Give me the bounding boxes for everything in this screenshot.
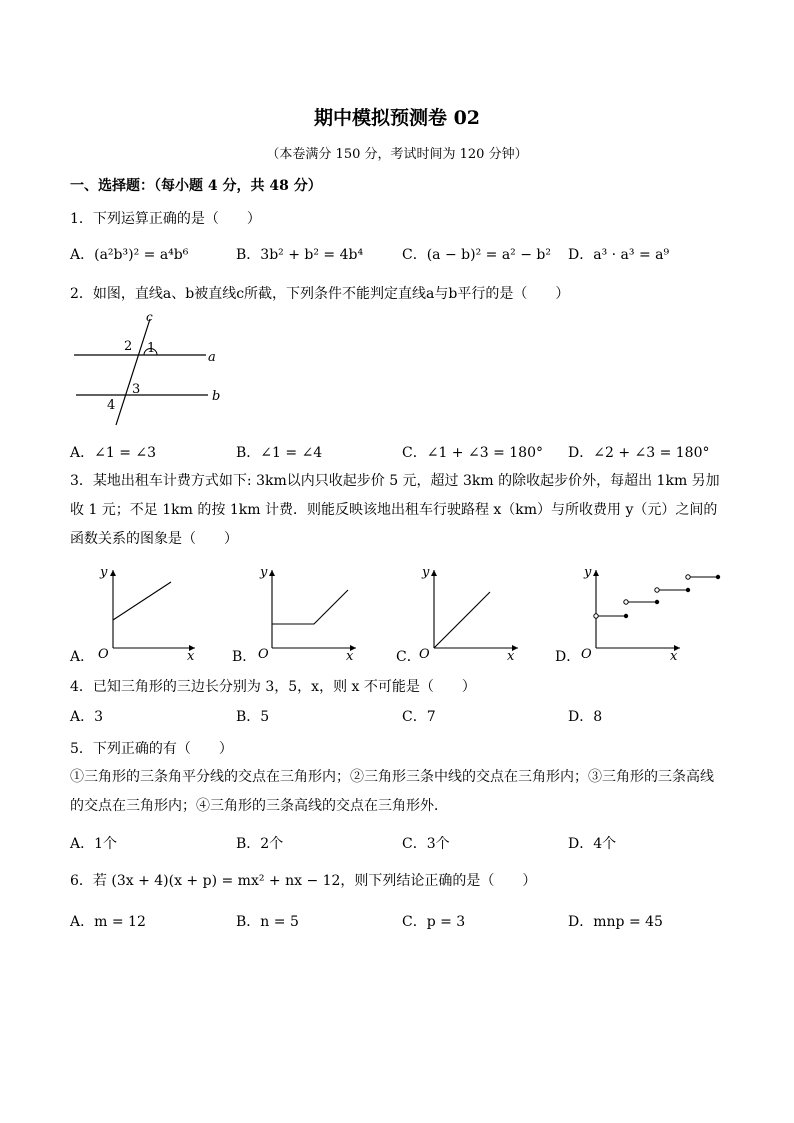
q5-option-c[interactable]: C．3个: [402, 836, 450, 852]
svg-text:O: O: [419, 647, 430, 662]
q4-stem: 4．已知三角形的三边长分别为 3，5，x，则 x 不可能是（ ）: [70, 679, 476, 695]
svg-text:x: x: [670, 649, 678, 662]
q2-stem: 2．如图，直线a、b被直线c所截，下列条件不能判定直线a与b平行的是（ ）: [70, 286, 570, 302]
graph-d: [578, 562, 728, 662]
svg-text:O: O: [258, 647, 269, 662]
svg-text:O: O: [98, 647, 109, 662]
section-heading: 一、选择题：（每小题 4 分，共 48 分）: [70, 178, 322, 194]
graph-c: [418, 562, 528, 662]
q6-option-b[interactable]: B．n = 5: [236, 914, 299, 930]
q4-option-c[interactable]: C．7: [402, 709, 436, 725]
q6-option-d[interactable]: D．mnp = 45: [568, 914, 663, 930]
q3-stem: 3．某地出租车计费方式如下: 3km以内只收起步价 5 元，超过 3km 的除收起步价外，每超出 1km 另加收 1 元；不足 1km 的按 1km 计费．则能反映该地出租车行驶路程 x（km）与所收费用 y（元）之间的函数关系的图象是（ ）: [70, 473, 720, 547]
label-angle-3: 3: [132, 382, 141, 397]
graph-b-line: [272, 590, 348, 624]
q1-option-b[interactable]: B．3b² + b² = 4b⁴: [236, 247, 364, 263]
label-a: a: [208, 350, 216, 365]
q5-option-d[interactable]: D．4个: [568, 836, 617, 852]
parallel-lines-figure: [68, 305, 238, 435]
exam-info: （本卷满分 150 分，考试时间为 120 分钟）: [266, 147, 528, 162]
q5-option-a[interactable]: A．1个: [70, 836, 118, 852]
svg-text:x: x: [346, 649, 354, 662]
q2-option-b[interactable]: B．∠1 = ∠4: [236, 445, 323, 461]
q2-option-d[interactable]: D．∠2 + ∠3 = 180°: [568, 445, 710, 461]
svg-text:y: y: [584, 565, 592, 580]
label-angle-4: 4: [107, 398, 116, 413]
graph-d-steps: [594, 575, 720, 618]
q5-option-b[interactable]: B．2个: [236, 836, 284, 852]
q6-stem: 6．若 (3x + 4)(x + p) = mx² + nx − 12，则下列结论正确的是（ ）: [70, 873, 537, 889]
graph-c-line: [434, 592, 490, 648]
q5-statements: ①三角形的三条角平分线的交点在三角形内；②三角形三条中线的交点在三角形内；③三角形的三条高线的交点在三角形内；④三角形的三条高线的交点在三角形外．: [70, 769, 714, 814]
q3-option-c[interactable]: C．: [396, 649, 421, 665]
q3-option-d[interactable]: D．: [555, 649, 581, 665]
q6-option-c[interactable]: C．p = 3: [402, 914, 466, 930]
label-angle-2: 2: [124, 339, 133, 354]
q2-option-a[interactable]: A．∠1 = ∠3: [70, 445, 157, 461]
q2-option-c[interactable]: C．∠1 + ∠3 = 180°: [402, 445, 543, 461]
svg-text:y: y: [260, 565, 268, 580]
svg-text:x: x: [507, 649, 515, 662]
label-angle-1: 1: [147, 341, 156, 356]
graph-a-line: [113, 582, 171, 620]
q4-option-a[interactable]: A．3: [70, 709, 104, 725]
label-c: c: [146, 310, 153, 324]
line-c: [116, 319, 150, 425]
graph-b: [256, 562, 366, 662]
svg-text:O: O: [581, 647, 592, 662]
q4-option-b[interactable]: B．5: [236, 709, 270, 725]
svg-text:y: y: [100, 565, 108, 580]
q1-option-a[interactable]: A．(a²b³)² = a⁴b⁶: [70, 247, 189, 263]
page-title: 期中模拟预测卷 02: [313, 107, 481, 129]
q1-option-d[interactable]: D．a³ · a³ = a⁹: [568, 247, 670, 263]
graph-a: [95, 562, 205, 662]
q3-option-a[interactable]: A．: [70, 649, 95, 665]
label-b: b: [212, 389, 221, 404]
svg-text:x: x: [187, 649, 195, 662]
q1-option-c[interactable]: C．(a − b)² = a² − b²: [402, 247, 551, 263]
q1-stem: 1．下列运算正确的是（ ）: [70, 211, 261, 227]
q6-option-a[interactable]: A．m = 12: [70, 914, 146, 930]
q4-option-d[interactable]: D．8: [568, 709, 603, 725]
q5-stem: 5．下列正确的有（ ）: [70, 741, 233, 757]
svg-text:y: y: [422, 565, 430, 580]
q3-option-b[interactable]: B．: [232, 649, 257, 665]
